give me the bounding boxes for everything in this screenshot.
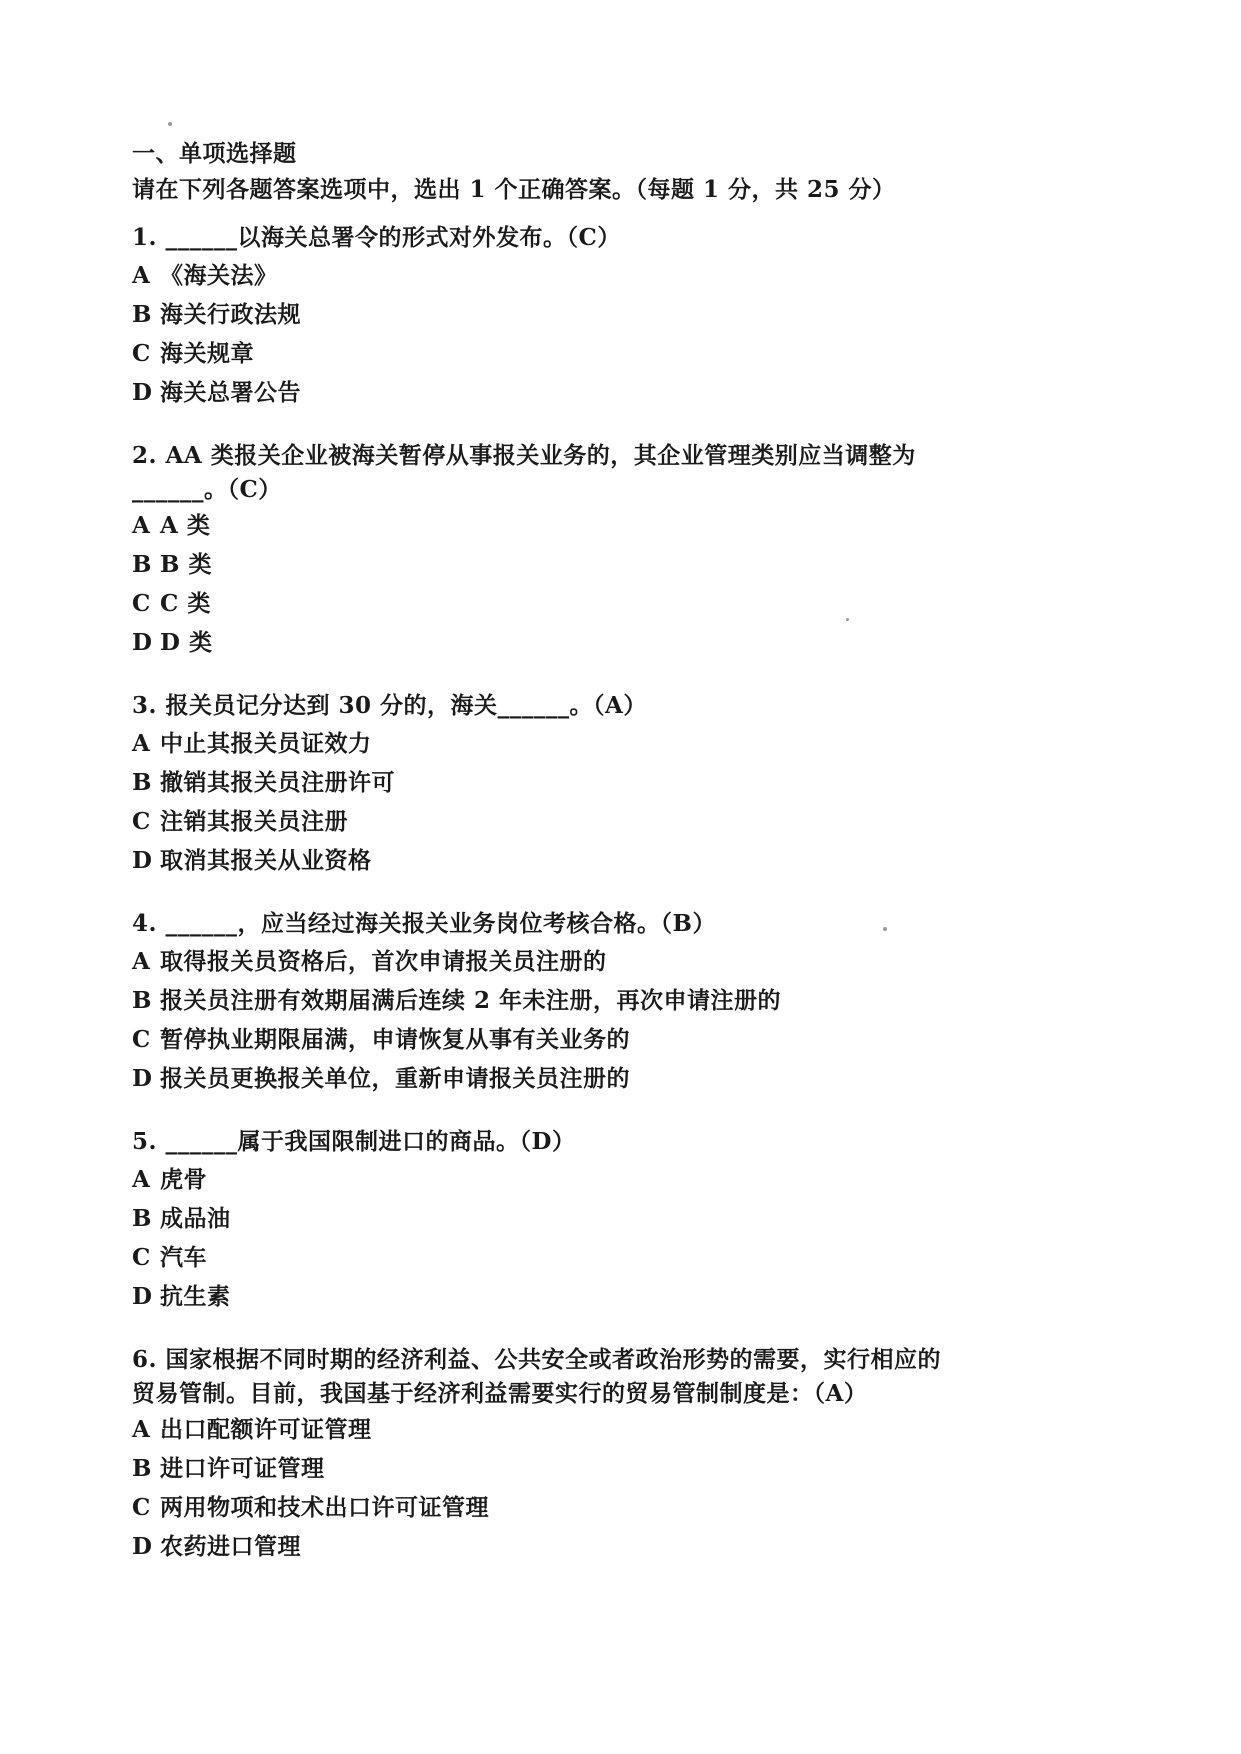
answer-option — [132, 373, 1112, 412]
scan-speck — [168, 122, 172, 126]
answer-option — [132, 942, 1112, 981]
question-stem: 3. 报关员记分达到 30 分的，海关______。（A） — [132, 692, 647, 719]
question-block — [132, 906, 1112, 1098]
answer-option — [132, 334, 1112, 373]
option-text: 汽车 — [160, 1244, 207, 1271]
option-text: 《海关法》 — [160, 262, 278, 289]
option-text: 取得报关员资格后，首次申请报关员注册的 — [160, 948, 607, 975]
option-letter: D — [132, 1283, 153, 1310]
answer-option — [132, 1199, 1112, 1238]
question-stem: 1. ______以海关总署令的形式对外发布。（C） — [132, 224, 621, 251]
answer-option — [132, 724, 1112, 763]
option-letter: B — [132, 987, 152, 1014]
option-text: 成品油 — [160, 1205, 231, 1232]
option-text: 取消其报关从业资格 — [160, 847, 372, 874]
question-block — [132, 1342, 1112, 1566]
question-list — [132, 220, 1112, 1566]
question-block — [132, 688, 1112, 880]
answer-option — [132, 1020, 1112, 1059]
question-block — [132, 220, 1112, 412]
option-text: 报关员注册有效期届满后连续 2 年未注册，再次申请注册的 — [160, 987, 782, 1014]
question-stem: 6. 国家根据不同时期的经济利益、公共安全或者政治形势的需要，实行相应的 — [132, 1346, 942, 1373]
option-letter: B — [132, 551, 152, 578]
option-text: 进口许可证管理 — [160, 1455, 325, 1482]
answer-option — [132, 1277, 1112, 1316]
option-text: 撤销其报关员注册许可 — [160, 769, 395, 796]
option-letter: C — [132, 340, 151, 367]
option-text: 报关员更换报关单位，重新申请报关员注册的 — [160, 1065, 630, 1092]
option-letter: A — [132, 948, 151, 975]
option-letter: C — [132, 808, 151, 835]
question-stem: ______。（C） — [132, 476, 282, 503]
option-letter: A — [132, 512, 151, 539]
option-text: 海关总署公告 — [160, 379, 301, 406]
question-block — [132, 438, 1112, 662]
option-text: 两用物项和技术出口许可证管理 — [160, 1494, 489, 1521]
option-letter: C — [132, 1026, 151, 1053]
answer-option — [132, 841, 1112, 880]
option-letter: A — [132, 1166, 151, 1193]
question-stem: 4. ______，应当经过海关报关业务岗位考核合格。（B） — [132, 910, 716, 937]
option-text: 中止其报关员证效力 — [160, 730, 372, 757]
exam-content — [132, 136, 1112, 1592]
answer-option — [132, 1488, 1112, 1527]
option-letter: B — [132, 1205, 152, 1232]
option-text: 海关行政法规 — [160, 301, 301, 328]
option-letter: B — [132, 1455, 152, 1482]
option-text: D 类 — [160, 629, 213, 656]
option-text: 抗生素 — [160, 1283, 231, 1310]
option-letter: D — [132, 847, 153, 874]
question-stem: 2. AA 类报关企业被海关暂停从事报关业务的，其企业管理类别应当调整为 — [132, 442, 916, 469]
option-letter: B — [132, 301, 152, 328]
answer-option — [132, 295, 1112, 334]
option-text: 暂停执业期限届满，申请恢复从事有关业务的 — [160, 1026, 630, 1053]
instructions: 请在下列各题答案选项中，选出 1 个正确答案。（每题 1 分，共 25 分） — [132, 176, 896, 203]
answer-option — [132, 1059, 1112, 1098]
option-text: C 类 — [160, 590, 211, 617]
answer-option — [132, 256, 1112, 295]
answer-option — [132, 584, 1112, 623]
answer-option — [132, 1160, 1112, 1199]
question-stem: 5. ______属于我国限制进口的商品。（D） — [132, 1128, 576, 1155]
option-text: 海关规章 — [160, 340, 254, 367]
answer-option — [132, 763, 1112, 802]
option-letter: A — [132, 1416, 151, 1443]
option-text: A 类 — [160, 512, 211, 539]
answer-option — [132, 1449, 1112, 1488]
option-letter: D — [132, 379, 153, 406]
answer-option — [132, 981, 1112, 1020]
option-letter: C — [132, 590, 151, 617]
option-letter: B — [132, 769, 152, 796]
answer-option — [132, 1527, 1112, 1566]
option-text: B 类 — [160, 551, 212, 578]
question-block — [132, 1124, 1112, 1316]
option-letter: D — [132, 1533, 153, 1560]
section-title: 一、单项选择题 — [132, 140, 297, 167]
option-letter: C — [132, 1244, 151, 1271]
answer-option — [132, 545, 1112, 584]
option-text: 注销其报关员注册 — [160, 808, 348, 835]
answer-option — [132, 623, 1112, 662]
option-text: 农药进口管理 — [160, 1533, 301, 1560]
answer-option — [132, 506, 1112, 545]
option-letter: D — [132, 1065, 153, 1092]
option-text: 出口配额许可证管理 — [160, 1416, 372, 1443]
question-stem: 贸易管制。目前，我国基于经济利益需要实行的贸易管制制度是：（A） — [132, 1380, 868, 1407]
option-letter: C — [132, 1494, 151, 1521]
option-letter: D — [132, 629, 153, 656]
answer-option — [132, 1238, 1112, 1277]
option-letter: A — [132, 262, 151, 289]
option-text: 虎骨 — [160, 1166, 207, 1193]
option-letter: A — [132, 730, 151, 757]
answer-option — [132, 1410, 1112, 1449]
answer-option — [132, 802, 1112, 841]
